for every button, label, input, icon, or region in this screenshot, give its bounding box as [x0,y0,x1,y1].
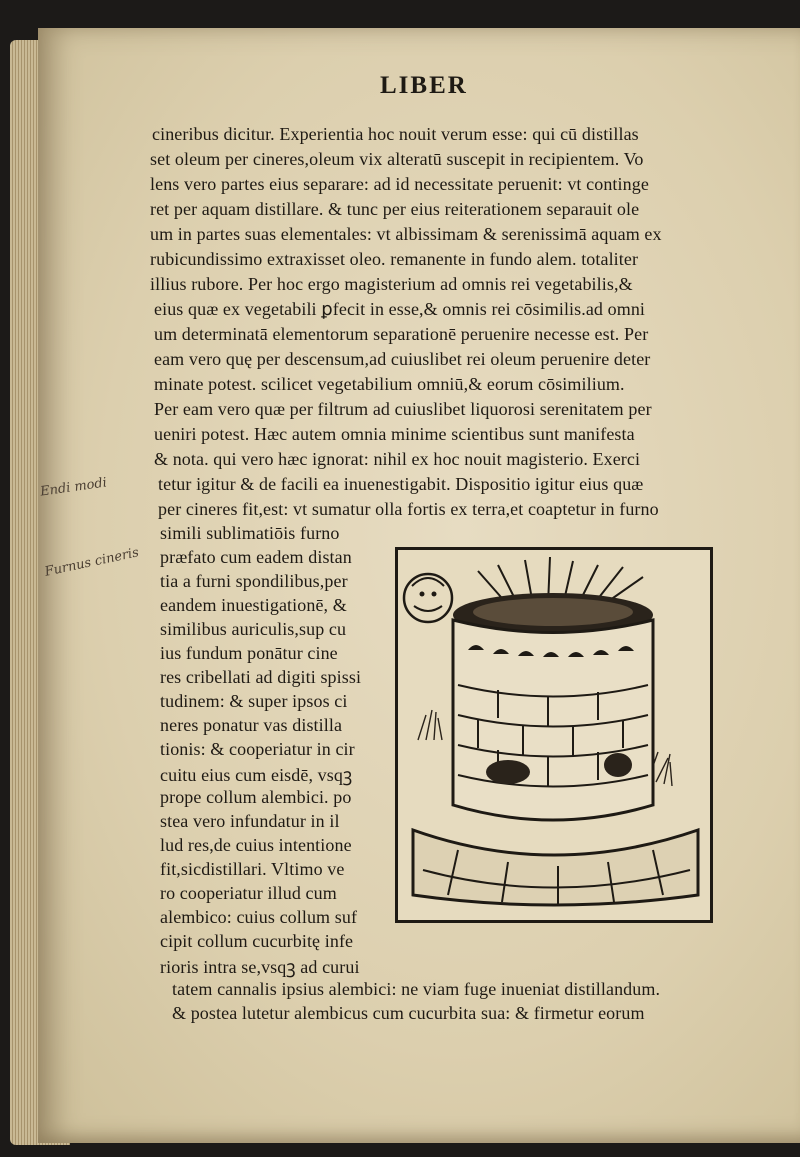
text-line: eandem inuestigationē, & [160,595,347,615]
text-line: eam vero quę per descensum,ad cuiuslibet rei oleum peruenire deter [154,349,651,369]
text-line: ius fundum ponātur cine [160,643,338,663]
text-line: tia a furni spondilibus,per [160,571,348,591]
text-line: Per eam vero quæ per filtrum ad cuiuslibet liquorosi serenitatem per [154,399,652,419]
running-head: LIBER [380,72,468,99]
marginal-note: Endi modi [39,475,108,500]
text-line: res cribellati ad digiti spissi [160,667,362,687]
text-line: minate potest. scilicet vegetabilium omniū,& eorum cōsimilium. [154,374,625,394]
text-line: lens vero partes eius separare: ad id necessitate peruenit: vt continge [150,174,649,194]
text-line: um determinatā elementorum separationē peruenire necesse est. Per [154,324,649,344]
text-line: tatem cannalis ipsius alembici: ne viam fuge inueniat distillandum. [172,979,661,999]
text-line: per cineres fit,est: vt sumatur olla fortis ex terra,et coaptetur in furno [158,499,659,519]
text-line: eius quæ ex vegetabili ꝑfecit in esse,& omnis rei cōsimilis.ad omni [154,299,646,319]
text-line: & postea lutetur alembicus cum cucurbita sua: & firmetur eorum [172,1003,645,1023]
text-line: stea vero infundatur in il [160,811,340,831]
text-line: set oleum per cineres,oleum vix alteratū suscepit in recipientem. Vo [150,149,644,169]
text-line: cipit collum cucurbitę infe [160,931,354,951]
furnace-woodcut-illustration [395,547,713,923]
text-line: neres ponatur vas distilla [160,715,343,735]
text-line: fit,sicdistillari. Vltimo ve [160,859,345,879]
wind-head-icon [404,574,452,622]
text-line: illius rubore. Per hoc ergo magisterium ad omnis rei vegetabilis,& [150,274,633,294]
text-line: cuitu eius cum eisdē, vsqꝫ [160,765,353,785]
text-line: cineribus dicitur. Experientia hoc nouit verum esse: qui cū distillas [152,124,639,144]
text-line: prope collum alembici. po [160,787,352,807]
text-line: tetur igitur & de facili ea inuenestigabit. Dispositio igitur eius quæ [158,474,644,494]
text-line: tudinem: & super ipsos ci [160,691,348,711]
text-line: alembico: cuius collum suf [160,907,358,927]
text-line: rioris intra se,vsqꝫ ad curui [160,957,360,977]
text-line: ueniri potest. Hæc autem omnia minime scientibus sunt manifesta [154,424,635,444]
text-line: tionis: & cooperiatur in cir [160,739,355,759]
text-line: & nota. qui vero hæc ignorat: nihil ex hoc nouit magisterio. Exerci [154,449,641,469]
text-line: simili sublimatiōis furno [160,523,340,543]
text-line: um in partes suas elementales: vt albissimam & serenissimā aquam ex [150,224,662,244]
text-line: ret per aquam distillare. & tunc per eius reiterationem separauit ole [150,199,640,219]
text-line: præfato cum eadem distan [160,547,352,567]
marginal-note: Furnus cineris [43,545,141,580]
text-line: rubicundissimo extraxisset oleo. remanente in fundo alem. totaliter [150,249,639,269]
text-line: similibus auriculis,sup cu [160,619,347,639]
text-line: lud res,de cuius intentione [160,835,352,855]
text-line: ro cooperiatur illud cum [160,883,337,903]
